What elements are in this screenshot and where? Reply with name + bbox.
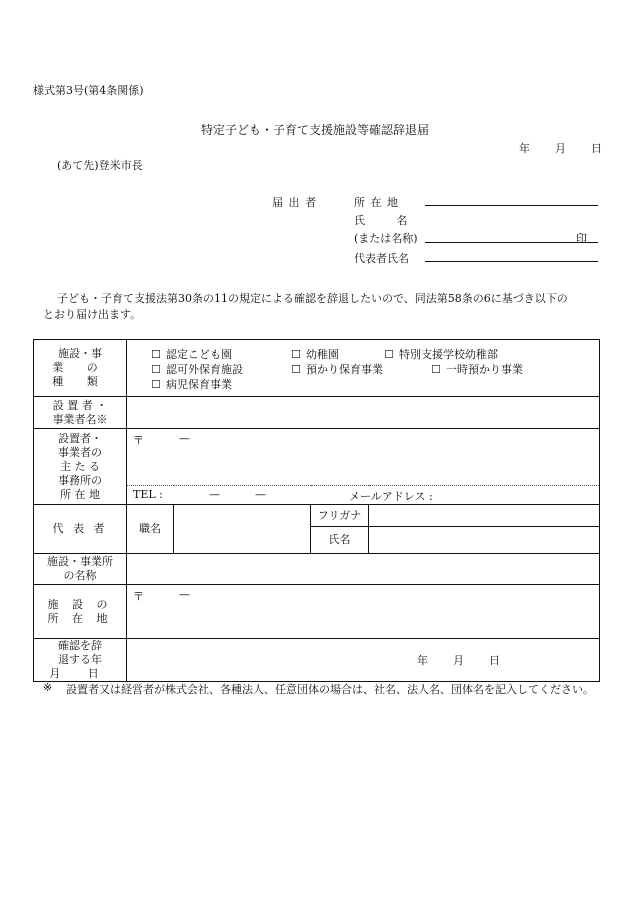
date-year-label: 年 <box>519 142 530 155</box>
operator-name-field[interactable] <box>127 397 600 429</box>
body-text-line-2: とおり届け出ます。 <box>43 308 142 321</box>
operator-office-row <box>34 429 600 486</box>
withdrawal-date-row <box>34 639 600 682</box>
option-label: 認定こども園 <box>166 348 232 361</box>
operator-office-label-line: 所 在 地 <box>60 487 100 501</box>
footnote: 設置者又は経営者が株式会社、各種法人、任意団体の場合は、社名、法人名、団体名を記入してください。 <box>66 683 594 696</box>
furigana-label: フリガナ <box>311 505 369 527</box>
page-title: 特定子ども・子育て支援施設等確認辞退届 <box>200 123 429 137</box>
facility-name-label-line: 施設・事業所 <box>47 555 113 568</box>
option-ichiji-azukari[interactable] <box>431 361 523 377</box>
operator-office-label-line: 事業者の <box>58 445 102 459</box>
checkbox-icon[interactable]: ☐ <box>291 348 301 361</box>
operator-name-label <box>34 397 127 429</box>
operator-office-address-field[interactable] <box>127 429 600 486</box>
position-field[interactable] <box>174 505 311 554</box>
withdraw-day-label: 日 <box>489 654 500 667</box>
operator-name-row <box>34 397 600 429</box>
operator-name-label-line: 設 置 者 ・ <box>52 398 108 412</box>
applicant-address-label: 所 在 地 <box>354 196 399 209</box>
representative-name-label: 代表者氏名 <box>354 252 409 265</box>
withdraw-year-label: 年 <box>417 654 428 667</box>
facility-address-field[interactable] <box>127 585 600 639</box>
tel-dash-1: — <box>209 488 220 501</box>
position-label: 職名 <box>127 505 174 554</box>
applicant-name-label: 氏 名 <box>354 214 422 227</box>
applicant-name-field[interactable] <box>425 242 598 243</box>
facility-type-label-line: 業 の <box>52 361 108 374</box>
option-label: 病児保育事業 <box>166 378 232 391</box>
facility-address-label <box>34 585 127 639</box>
operator-office-label-line: 設置者・ <box>58 431 102 445</box>
operator-contact-field[interactable] <box>127 486 600 505</box>
withdrawal-date-label <box>34 639 127 682</box>
tel-dash-2: — <box>255 488 266 501</box>
tel-label: TEL : <box>133 488 163 501</box>
option-youchien[interactable] <box>291 346 339 362</box>
date-day-label: 日 <box>591 142 602 155</box>
facility-type-label-line: 種 類 <box>52 375 108 388</box>
applicant-label: 届 出 者 <box>272 196 317 209</box>
operator-office-label-line: 事務所の <box>58 473 102 487</box>
checkbox-icon[interactable]: ☐ <box>151 348 161 361</box>
facility-name-label <box>34 554 127 585</box>
withdrawal-date-label-line: 退する年 <box>58 653 102 666</box>
facility-type-row <box>34 340 600 397</box>
withdraw-month-label: 月 <box>453 654 464 667</box>
withdrawal-form-table <box>33 339 600 682</box>
facility-name-field[interactable] <box>127 554 600 585</box>
withdrawal-date-field[interactable] <box>127 639 600 682</box>
facility-type-label-line: 施設・事 <box>58 347 102 360</box>
checkbox-icon[interactable]: ☐ <box>431 363 441 376</box>
option-label: 幼稚園 <box>306 348 339 361</box>
facility-postal-dash: — <box>179 588 190 601</box>
withdrawal-date-label-line: 月 日 <box>49 667 111 680</box>
facility-type-label <box>34 340 127 397</box>
option-tokubetsu-shien[interactable] <box>384 346 498 362</box>
option-label: 預かり保育事業 <box>306 363 383 376</box>
option-label: 認可外保育施設 <box>166 363 243 376</box>
operator-name-label-line: 事業者名※ <box>52 412 108 426</box>
postal-mark: 〒 <box>133 434 144 447</box>
facility-name-label-line: の名称 <box>63 569 97 582</box>
applicant-address-field[interactable] <box>425 205 598 206</box>
facility-name-row <box>34 554 600 585</box>
checkbox-icon[interactable]: ☐ <box>384 348 394 361</box>
rep-name-field[interactable] <box>369 527 600 554</box>
option-azukari-hoiku[interactable] <box>291 361 383 377</box>
rep-name-label: 氏名 <box>311 527 369 554</box>
email-label: メールアドレス : <box>349 490 433 503</box>
facility-address-label-line: 所 在 地 <box>47 611 113 625</box>
option-label: 一時預かり事業 <box>446 363 523 376</box>
representative-label: 代 表 者 <box>34 505 127 554</box>
facility-address-row <box>34 585 600 639</box>
operator-office-label-line: 主 た る <box>60 459 100 473</box>
facility-address-label-line: 施 設 の <box>47 597 113 611</box>
addressee: (あて先)登米市長 <box>57 159 143 172</box>
checkbox-icon[interactable]: ☐ <box>151 378 161 391</box>
applicant-or-name-label: (または名称) <box>354 232 418 245</box>
furigana-field[interactable] <box>369 505 600 527</box>
option-label: 特別支援学校幼稚部 <box>399 348 498 361</box>
seal-mark: 印 <box>576 232 587 245</box>
option-ninkagai-hoiku[interactable] <box>151 361 243 377</box>
checkbox-icon[interactable]: ☐ <box>151 363 161 376</box>
operator-office-label <box>34 429 127 505</box>
representative-row <box>34 505 600 527</box>
facility-postal-mark: 〒 <box>133 590 144 603</box>
facility-type-options <box>127 340 600 397</box>
postal-dash: — <box>179 432 190 445</box>
body-text-line-1: 子ども・子育て支援法第30条の11の規定による確認を辞退したいので、同法第58条の6に基づき以下の <box>57 292 568 305</box>
option-byouji-hoiku[interactable] <box>151 376 232 392</box>
checkbox-icon[interactable]: ☐ <box>291 363 301 376</box>
date-month-label: 月 <box>555 142 566 155</box>
option-nintei-kodomoen[interactable] <box>151 346 232 362</box>
footnote-mark: ※ <box>43 681 53 694</box>
withdrawal-date-label-line: 確認を辞 <box>58 639 102 652</box>
form-number: 様式第3号(第4条関係) <box>33 84 144 97</box>
representative-name-field[interactable] <box>425 261 598 262</box>
